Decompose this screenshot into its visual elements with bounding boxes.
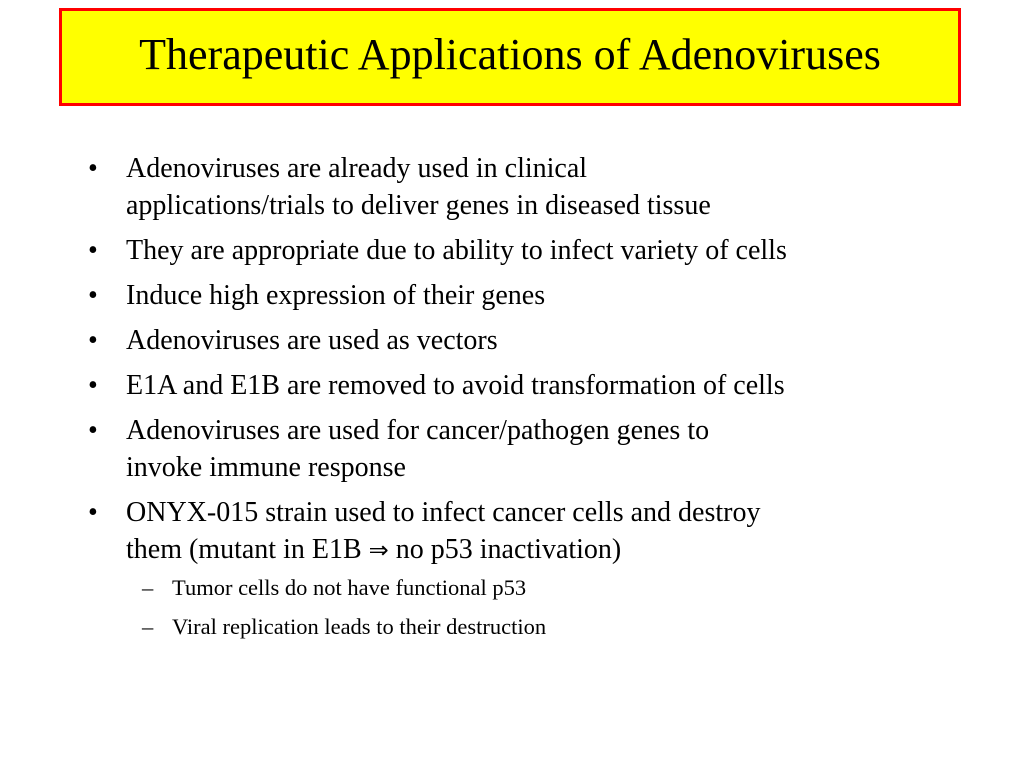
bullet-line: Adenoviruses are already used in clinical: [126, 153, 588, 184]
bullet-line: E1A and E1B are removed to avoid transformation of cells: [126, 370, 785, 401]
dash-mark: –: [142, 614, 154, 639]
sub-bullet-item: [0, 573, 1024, 603]
bullet-item: [0, 412, 1024, 486]
bullet-list: [0, 150, 1024, 651]
bullet-line: They are appropriate due to ability to infect variety of cells: [126, 235, 787, 266]
bullet-line-part: no p53 inactivation): [388, 534, 622, 565]
bullet-dot: •: [88, 153, 98, 184]
sub-bullet-item: [0, 612, 1024, 642]
bullet-item: [0, 322, 1024, 359]
bullet-line: Adenoviruses are used for cancer/pathogen genes to: [126, 415, 710, 446]
bullet-line-part: them (mutant in E1B: [126, 534, 369, 565]
bullet-line: invoke immune response: [126, 452, 406, 483]
bullet-line: applications/trials to deliver genes in diseased tissue: [126, 190, 711, 221]
sub-bullet-text: Viral replication leads to their destruction: [172, 614, 547, 639]
bullet-dot: •: [88, 280, 98, 311]
bullet-item: [0, 494, 1024, 569]
bullet-dot: •: [88, 235, 98, 266]
bullet-item: [0, 277, 1024, 314]
bullet-item: [0, 367, 1024, 404]
bullet-dot: •: [88, 415, 98, 446]
bullet-line: Induce high expression of their genes: [126, 280, 546, 311]
bullet-item: [0, 150, 1024, 224]
bullet-line: ONYX-015 strain used to infect cancer cells and destroy: [126, 497, 761, 528]
bullet-dot: •: [88, 497, 98, 528]
bullet-item: [0, 232, 1024, 269]
bullet-dot: •: [88, 325, 98, 356]
implies-arrow-icon: ⇒: [368, 536, 389, 564]
slide-title: Therapeutic Applications of Adenoviruses: [139, 30, 881, 79]
sub-bullet-text: Tumor cells do not have functional p53: [172, 575, 527, 600]
bullet-line: Adenoviruses are used as vectors: [126, 325, 498, 356]
bullet-dot: •: [88, 370, 98, 401]
title-box: [59, 8, 961, 106]
dash-mark: –: [142, 575, 154, 600]
